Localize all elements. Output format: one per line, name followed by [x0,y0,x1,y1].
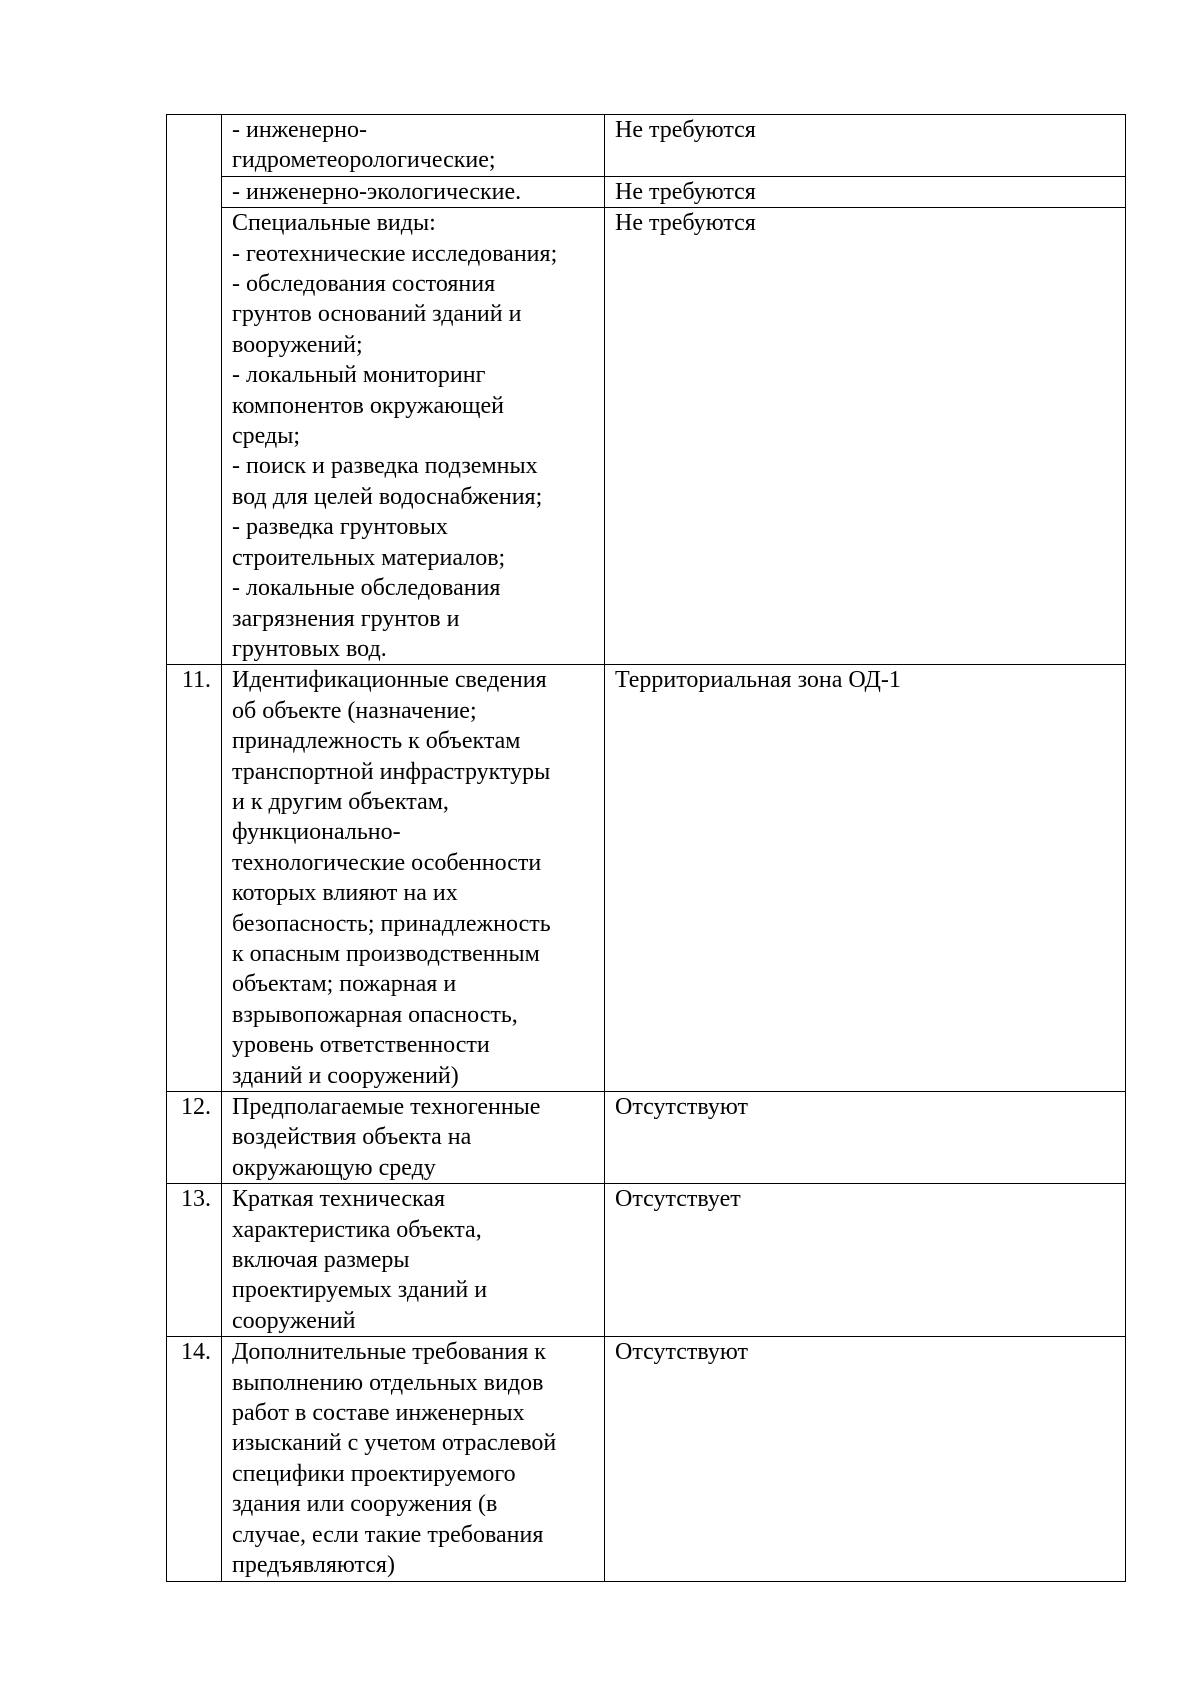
row-name-cell: - инженерно-экологические. [222,176,605,207]
table-row [167,115,1126,177]
row-number-cell: 12. [167,1092,222,1184]
row-name-cell: Краткая техническая характеристика объекта, включая размеры проектируемых зданий и сооружений [222,1184,605,1337]
table-row [167,176,1126,207]
row-value-cell: Отсутствуют [605,1092,1126,1184]
row-name-cell: - инженерно- гидрометеорологические; [222,115,605,177]
row-value-cell: Отсутствуют [605,1337,1126,1581]
row-name-cell: Специальные виды: - геотехнические исследования; - обследования состояния грунтов оснований зданий и вооружений; - локальный мониторинг компонентов окружающей среды; - поиск и разведка подземных вод для целей водоснабжения; - разведка грунтовых строительных материалов; - локальные обследования загрязнения грунтов и грунтовых вод. [222,208,605,665]
row-number-cell [167,115,222,665]
row-name-cell: Предполагаемые техногенные воздействия объекта на окружающую среду [222,1092,605,1184]
row-name-cell: Дополнительные требования к выполнению отдельных видов работ в составе инженерных изысканий с учетом отраслевой специфики проектируемого здания или сооружения (в случае, если такие требования предъявляются) [222,1337,605,1581]
requirements-table [166,114,1126,1582]
row-value-cell: Не требуются [605,176,1126,207]
row-value-cell: Не требуются [605,115,1126,177]
row-number-cell: 14. [167,1337,222,1581]
table-row [167,665,1126,1092]
table-row [167,1092,1126,1184]
row-number-cell: 13. [167,1184,222,1337]
row-name-cell: Идентификационные сведения об объекте (назначение; принадлежность к объектам транспортной инфраструктуры и к другим объектам, функционально- технологические особенности которых влияют на их безопасность; принадлежность к опасным производственным объектам; пожарная и взрывопожарная опасность, уровень ответственности зданий и сооружений) [222,665,605,1092]
table-row [167,1337,1126,1581]
row-number-cell: 11. [167,665,222,1092]
table-row [167,1184,1126,1337]
row-value-cell: Не требуются [605,208,1126,665]
table-row [167,208,1126,665]
row-value-cell: Территориальная зона ОД-1 [605,665,1126,1092]
row-value-cell: Отсутствует [605,1184,1126,1337]
